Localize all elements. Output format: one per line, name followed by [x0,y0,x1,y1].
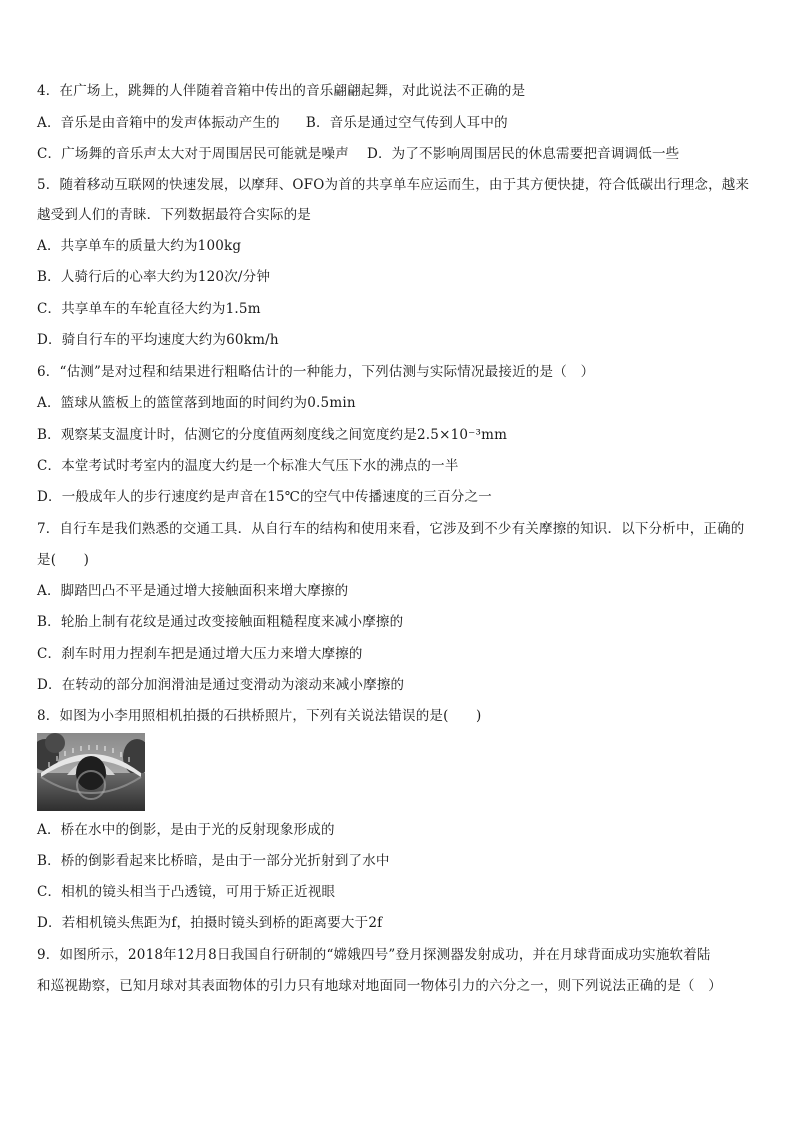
question-4-options-cd [37,145,679,163]
question-7-option-a: A．脚踏凹凸不平是通过增大接触面积来增大摩擦的 [37,583,349,599]
bridge-illustration [37,733,145,811]
question-4-option-a: A．音乐是由音箱中的发声体振动产生的 [37,115,280,131]
question-7-option-d: D．在转动的部分加润滑油是通过变滑动为滚动来减小摩擦的 [37,677,405,693]
question-5-option-b: B．人骑行后的心率大约为120次/分钟 [37,269,271,285]
question-8-option-b: B．桥的倒影看起来比桥暗，是由于一部分光折射到了水中 [37,853,390,869]
question-7-option-c: C．刹车时用力捏刹车把是通过增大压力来增大摩擦的 [37,646,363,662]
question-8-option-d: D．若相机镜头焦距为f，拍摄时镜头到桥的距离要大于2f [37,915,383,931]
question-8-option-c: C．相机的镜头相当于凸透镜，可用于矫正近视眼 [37,884,336,900]
question-9-stem-line-1: 9．如图所示，2018年12月8日我国自行研制的“嫦娥四号”登月探测器发射成功，并在月球背面成功实施软着陆 [37,947,711,963]
question-4-option-b: B．音乐是通过空气传到人耳中的 [305,115,508,131]
question-5-option-a: A．共享单车的质量大约为100kg [37,238,242,254]
question-6-stem: 6．“估测”是对过程和结果进行粗略估计的一种能力，下列估测与实际情况最接近的是（ ） [37,364,595,380]
question-7-stem-line-1: 7．自行车是我们熟悉的交通工具．从自行车的结构和使用来看，它涉及到不少有关摩擦的知识．以下分析中，正确的 [37,521,745,537]
question-6-option-c: C．本堂考试时考室内的温度大约是一个标准大气压下水的沸点的一半 [37,458,459,474]
question-5-option-d: D．骑自行车的平均速度大约为60km/h [37,332,279,348]
question-4-option-c: C．广场舞的音乐声太大对于周围居民可能就是噪声 [37,146,349,162]
question-8-option-a: A．桥在水中的倒影，是由于光的反射现象形成的 [37,822,335,838]
question-7-option-b: B．轮胎上制有花纹是通过改变接触面粗糙程度来减小摩擦的 [37,614,404,630]
question-5-option-c: C．共享单车的车轮直径大约为1.5m [37,301,261,317]
question-6-option-d: D．一般成年人的步行速度约是声音在15℃的空气中传播速度的三百分之一 [37,489,492,505]
question-9-stem-line-2: 和巡视勘察，已知月球对其表面物体的引力只有地球对地面同一物体引力的六分之一，则下列说法正确的是（ ） [37,978,722,994]
question-6-option-b: B．观察某支温度计时，估测它的分度值两刻度线之间宽度约是2.5×10⁻³mm [37,427,508,443]
question-4-stem: 4．在广场上，跳舞的人伴随着音箱中传出的音乐翩翩起舞，对此说法不正确的是 [37,83,526,99]
question-4-option-d: D．为了不影响周围居民的休息需要把音调调低一些 [366,146,680,162]
question-8-stem: 8．如图为小李用照相机拍摄的石拱桥照片，下列有关说法错误的是( ) [37,708,482,724]
question-4-options-ab [37,114,508,132]
question-7-stem-line-2: 是( ) [37,552,90,568]
question-5-stem-line-2: 越受到人们的青睐．下列数据最符合实际的是 [37,207,311,223]
stone-arch-bridge-photo [37,733,145,811]
question-5-stem-line-1: 5．随着移动互联网的快速发展，以摩拜、OFO为首的共享单车应运而生，由于其方便快捷，符合低碳出行理念，越来 [37,177,750,193]
question-6-option-a: A．篮球从篮板上的篮筐落到地面的时间约为0.5min [37,395,356,411]
